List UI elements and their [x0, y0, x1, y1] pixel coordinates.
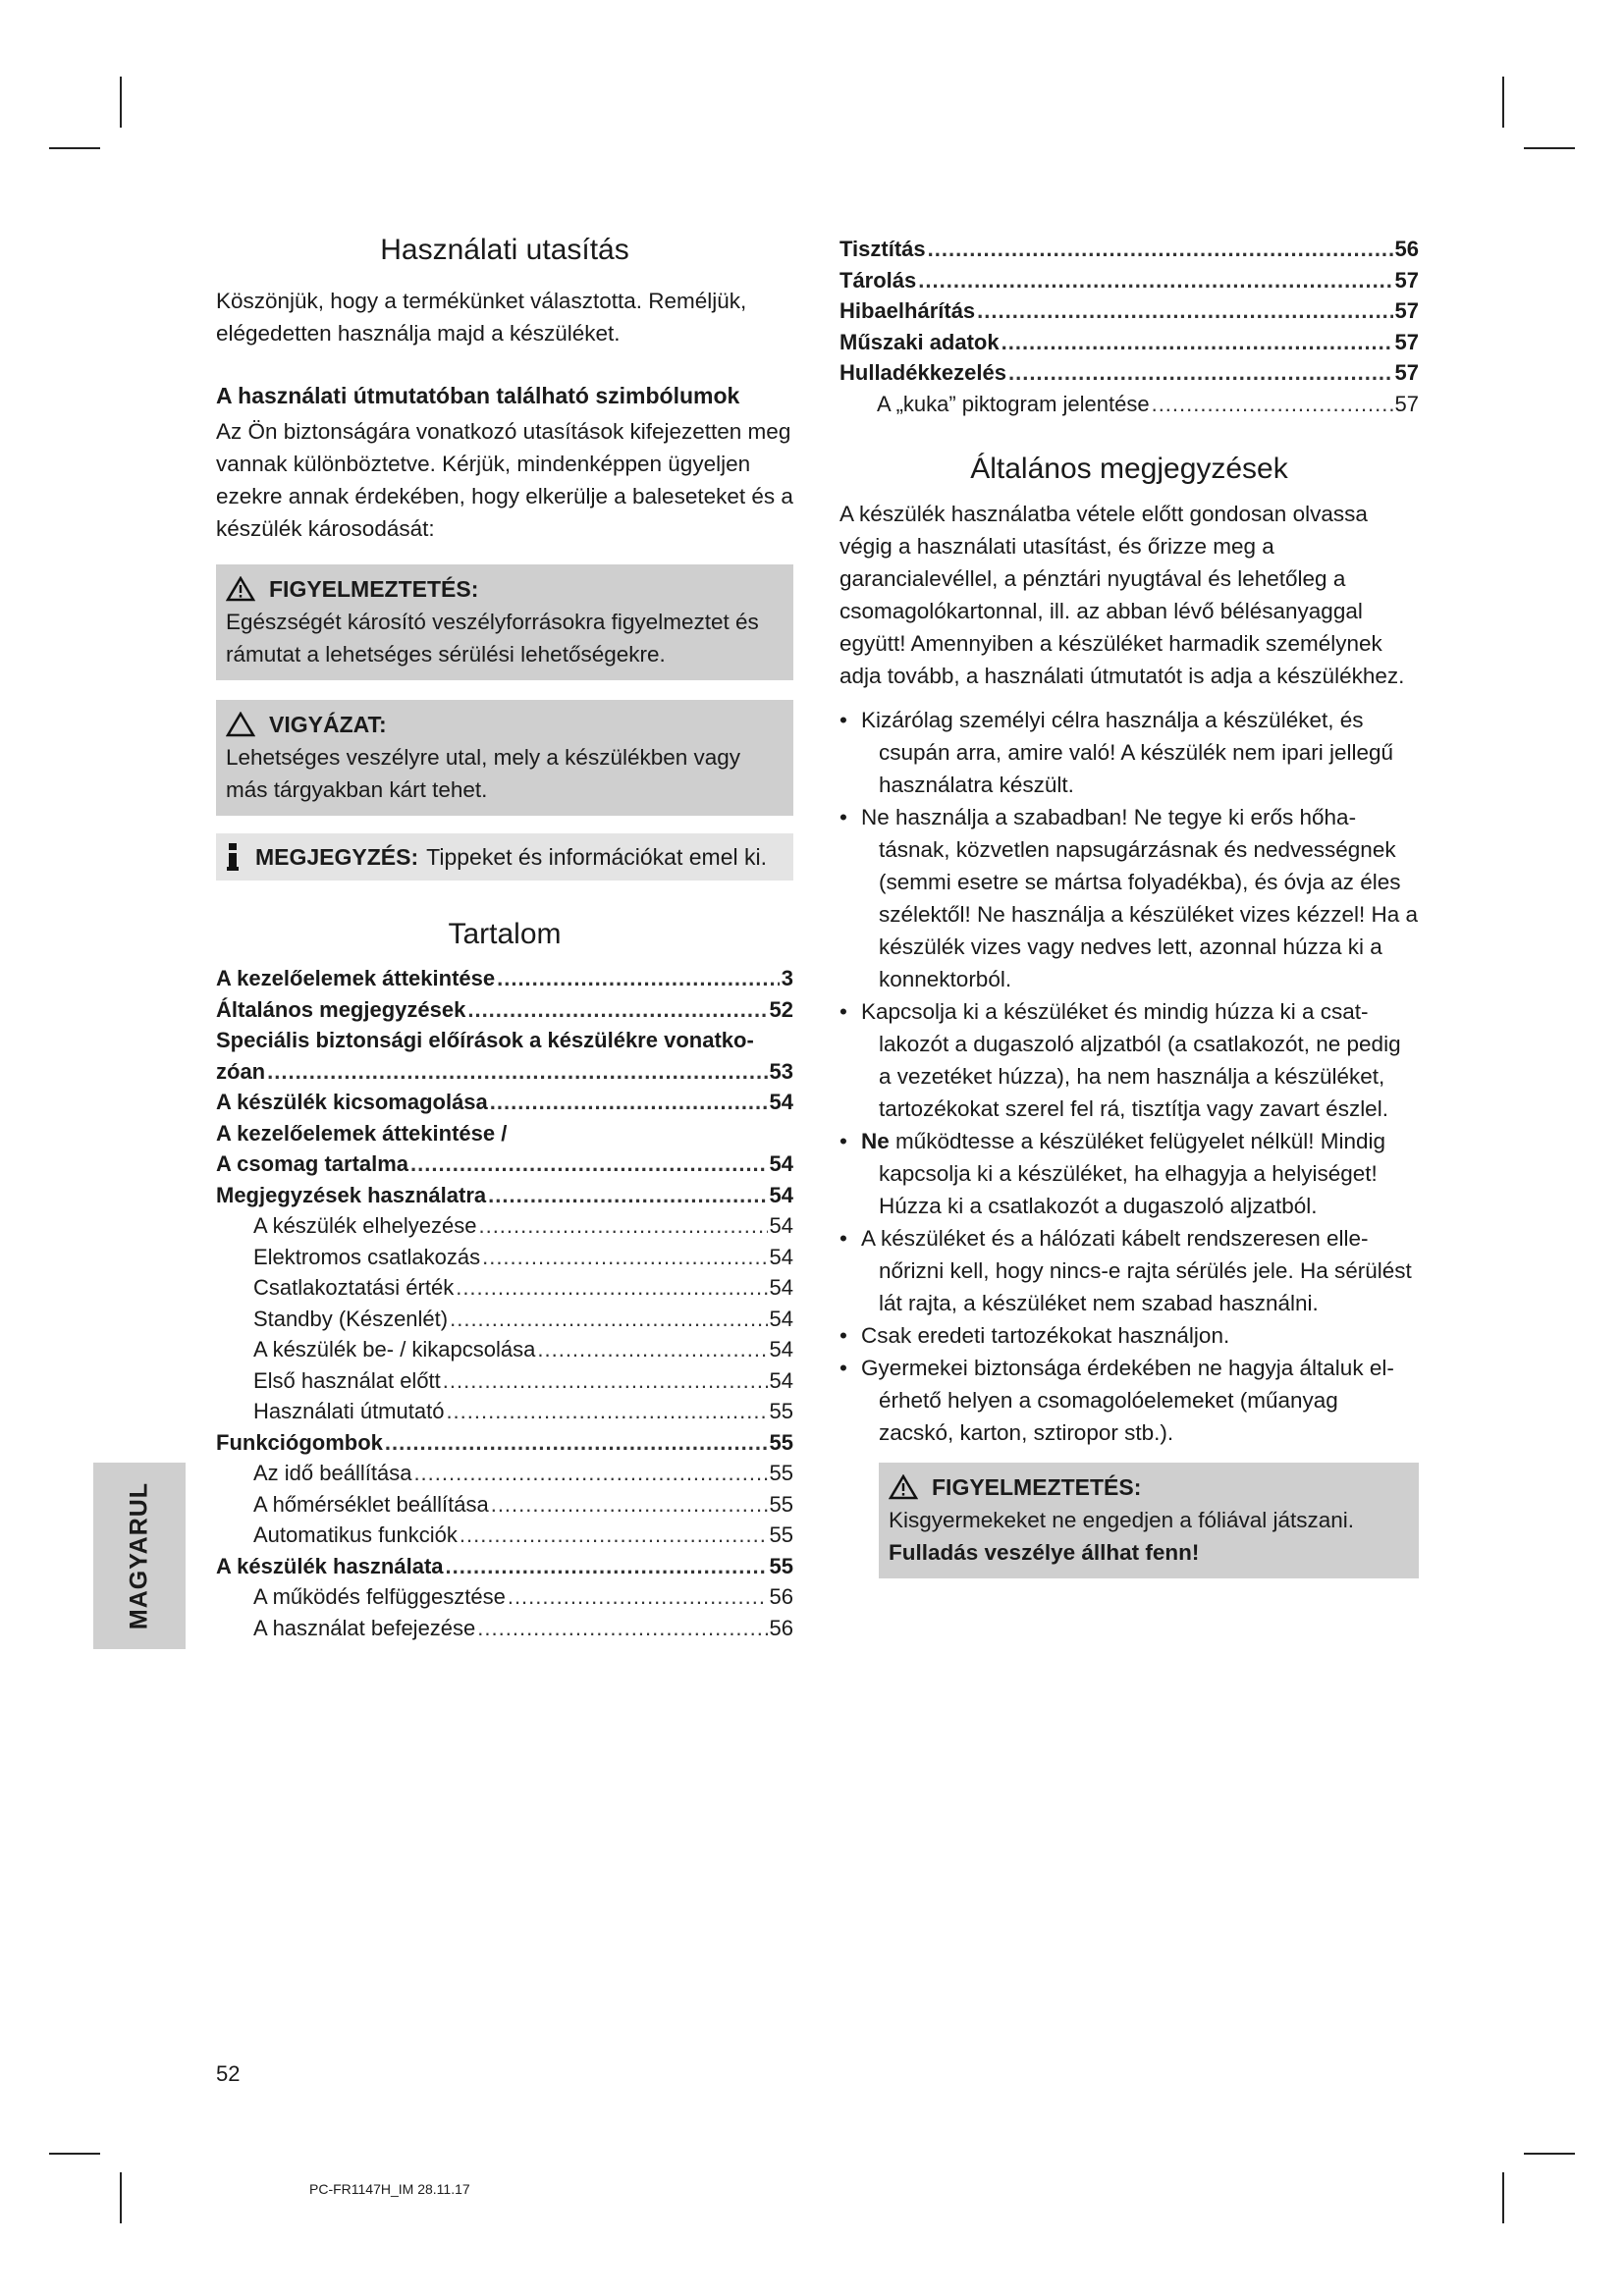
- toc-entry[interactable]: A készülék használata ..... 55: [216, 1551, 793, 1582]
- crop-mark: [49, 147, 100, 149]
- toc-subentry[interactable]: Az idő beállítása ..... 55: [216, 1458, 793, 1489]
- toc-entry[interactable]: Tisztítás ..... 56: [839, 234, 1419, 265]
- toc-subentry[interactable]: Használati útmutató ..... 55: [216, 1396, 793, 1427]
- doc-title: Használati utasítás: [380, 234, 629, 266]
- toc-subentry[interactable]: Standby (Készenlét) ..... 54: [216, 1304, 793, 1335]
- toc-entry[interactable]: Megjegyzések használatra ..... 54: [216, 1180, 793, 1211]
- toc-subentry[interactable]: A működés felfüggesztése ..... 56: [216, 1581, 793, 1613]
- toc-subentry[interactable]: A használat befejezése ..... 56: [216, 1613, 793, 1644]
- list-item: • A készüléket és a hálózati kábelt rendszeresen elle- nőrizni kell, hogy nincs-e rajta sérülés jele. Ha sérülést lát rajta, a készüléket nem szabad használni.: [839, 1222, 1419, 1319]
- caution-text: Lehetséges veszélyre utal, mely a készülékben vagy más tárgyakban kárt tehet.: [226, 745, 741, 802]
- toc-entry[interactable]: Hulladékkezelés ..... 57: [839, 357, 1419, 389]
- warning-triangle-icon: [889, 1474, 918, 1500]
- list-item: • Ne működtesse a készüléket felügyelet nélkül! Mindig kapcsolja ki a készüléket, ha elhagyja a helyiséget! Húzza ki a csatlakozót a dugaszoló aljzatból.: [839, 1125, 1419, 1222]
- general-notes-title: Általános megjegyzések: [970, 453, 1288, 485]
- toc-subentry[interactable]: Első használat előtt ..... 54: [216, 1365, 793, 1397]
- toc-list: [216, 963, 793, 1643]
- toc-subentry[interactable]: A „kuka” piktogram jelentése ..... 57: [839, 389, 1419, 420]
- toc-entry[interactable]: Műszaki adatok ..... 57: [839, 327, 1419, 358]
- caution-label: VIGYÁZAT:: [269, 712, 387, 737]
- toc-entry[interactable]: Funkciógombok ..... 55: [216, 1427, 793, 1459]
- page-number: 52: [216, 2061, 241, 2086]
- toc-entry[interactable]: zóan ..... 53: [216, 1056, 793, 1088]
- toc-subentry[interactable]: A készülék be- / kikapcsolása ..... 54: [216, 1334, 793, 1365]
- toc-entry[interactable]: A kezelőelemek áttekintése ..... 3: [216, 963, 793, 994]
- note-box: [216, 833, 793, 881]
- crop-mark: [1502, 77, 1504, 128]
- toc-list-continued: [839, 234, 1419, 419]
- crop-mark: [1524, 2153, 1575, 2155]
- child-warning-text: Kisgyermekeket ne engedjen a fóliával játszani.: [889, 1508, 1355, 1532]
- right-column: [839, 234, 1419, 1578]
- list-item: • Csak eredeti tartozékokat használjon.: [839, 1319, 1419, 1352]
- child-warning-box: [879, 1463, 1419, 1578]
- crop-mark: [120, 77, 122, 128]
- note-label: MEGJEGYZÉS:: [255, 844, 419, 870]
- warning-text: Egészségét károsító veszélyforrásokra figyelmeztet és rámutat a lehetséges sérülési lehetőségekre.: [226, 610, 759, 667]
- toc-entry[interactable]: A csomag tartalma ..... 54: [216, 1148, 793, 1180]
- toc-entry[interactable]: A kezelőelemek áttekintése /: [216, 1120, 508, 1146]
- toc-entry[interactable]: Speciális biztonsági előírások a készülékre vonatko-: [216, 1028, 754, 1052]
- intro-text: Köszönjük, hogy a termékünket választotta. Reméljük, elégedetten használja majd a készüléket.: [216, 289, 747, 346]
- list-item: • Ne használja a szabadban! Ne tegye ki erős hőha- tásnak, közvetlen napsugárzásnak és nedvességnek (semmi esetre se mártsa folyadékba), és óvja az éles szélektől! Ne használja a készüléket vizes kézzel! Ha a készülék vizes vagy nedves lett, azonnal húzza ki a konnektorból.: [839, 801, 1419, 995]
- warning-label: FIGYELMEZTETÉS:: [269, 576, 479, 602]
- general-notes-text: A készülék használatba vétele előtt gondosan olvassa végig a használati utasítást, és őrizze meg a garancialevéllel, a pénztári nyugtával és lehetőleg a csomagolókartonnal, ill. az abban lévő bélésanyaggal együtt! Amennyiben a készüléket harmadik személynek adja tovább, a használati útmutatót is adja a készülékhez.: [839, 502, 1405, 688]
- toc-entry[interactable]: Hibaelhárítás ..... 57: [839, 295, 1419, 327]
- crop-mark: [1524, 147, 1575, 149]
- left-column: [216, 234, 793, 1643]
- crop-mark: [49, 2153, 100, 2155]
- crop-mark: [120, 2172, 122, 2223]
- list-item: • Kizárólag személyi célra használja a készüléket, és csupán arra, amire való! A készülék nem ipari jellegű használatra készült.: [839, 704, 1419, 801]
- info-icon: [226, 843, 242, 871]
- warning-triangle-icon: [226, 576, 255, 602]
- toc-subentry[interactable]: A hőmérséklet beállítása ..... 55: [216, 1489, 793, 1521]
- list-item: • Kapcsolja ki a készüléket és mindig húzza ki a csat- lakozót a dugaszoló aljzatból (a csatlakozót, ne pedig a vezetéket húzza), ha nem használja a készüléket, tartozékokat szerel fel rá, tisztítja vagy zavart észlel.: [839, 995, 1419, 1125]
- language-tab: [93, 1463, 186, 1649]
- child-warning-bold: Fulladás veszélye állhat fenn!: [889, 1540, 1200, 1565]
- safety-bullet-list: [839, 704, 1419, 1449]
- crop-mark: [1502, 2172, 1504, 2223]
- footer-code: PC-FR1147H_IM 28.11.17: [309, 2181, 470, 2197]
- note-text: Tippeket és információkat emel ki.: [426, 844, 767, 870]
- language-tab-label: MAGYARUL: [125, 1481, 153, 1630]
- list-item: • Gyermekei biztonsága érdekében ne hagyja általuk el- érhető helyen a csomagolóelemeket (műanyag zacskó, karton, sztiropor stb.).: [839, 1352, 1419, 1449]
- toc-title: Tartalom: [448, 918, 562, 950]
- toc-entry[interactable]: Általános megjegyzések ..... 52: [216, 994, 793, 1026]
- child-warning-label: FIGYELMEZTETÉS:: [932, 1474, 1142, 1500]
- toc-entry[interactable]: Tárolás ..... 57: [839, 265, 1419, 296]
- toc-entry[interactable]: A készülék kicsomagolása ..... 54: [216, 1087, 793, 1118]
- symbols-text: Az Ön biztonságára vonatkozó utasítások kifejezetten meg vannak különböztetve. Kérjük, mindenképpen ügyeljen ezekre annak érdekében, hogy elkerülje a baleseteket és a készülék károsodását:: [216, 419, 793, 541]
- caution-triangle-icon: [226, 712, 255, 737]
- toc-subentry[interactable]: Automatikus funkciók ..... 55: [216, 1520, 793, 1551]
- toc-subentry[interactable]: A készülék elhelyezése ..... 54: [216, 1210, 793, 1242]
- toc-subentry[interactable]: Elektromos csatlakozás ..... 54: [216, 1242, 793, 1273]
- toc-subentry[interactable]: Csatlakoztatási érték ..... 54: [216, 1272, 793, 1304]
- symbols-heading: A használati útmutatóban található szimbólumok: [216, 383, 740, 408]
- caution-box: [216, 700, 793, 816]
- warning-box: [216, 564, 793, 680]
